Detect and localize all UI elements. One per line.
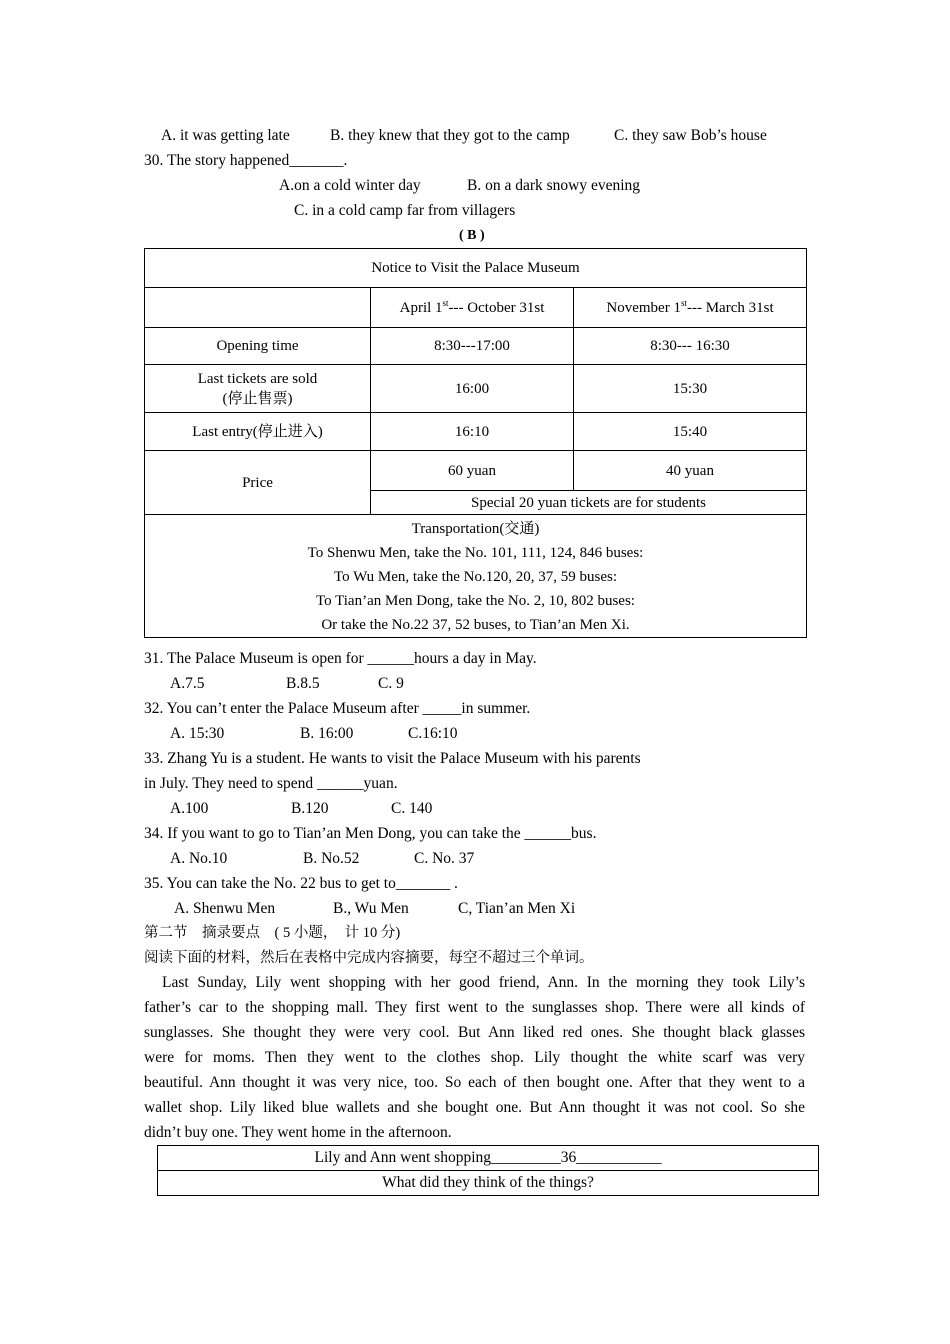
summary-row-question: What did they think of the things? bbox=[158, 1171, 819, 1196]
q32-option-a: A. 15:30 bbox=[170, 725, 225, 742]
section2-heading: 第二节 摘录要点 ( 5 小题， 计 10 分) bbox=[144, 925, 401, 941]
header-period-2: November 1st--- March 31st bbox=[574, 288, 807, 328]
notice-title: Notice to Visit the Palace Museum bbox=[145, 249, 807, 288]
q35-stem: 35. You can take the No. 22 bus to get to_______ . bbox=[144, 875, 458, 892]
q32-stem: 32. You can’t enter the Palace Museum after _____in summer. bbox=[144, 700, 531, 717]
passage-line: Last Sunday, Lily went shopping with her good friend, Ann. In the morning they took Lily’s bbox=[162, 974, 805, 991]
transportation-cell bbox=[145, 515, 807, 638]
q35-option-a: A. Shenwu Men bbox=[174, 900, 276, 917]
q32-option-c: C.16:10 bbox=[408, 725, 458, 742]
header-period-1: April 1st--- October 31st bbox=[371, 288, 574, 328]
q33-option-a: A.100 bbox=[170, 800, 209, 817]
opening-time-1: 8:30---17:00 bbox=[371, 328, 574, 365]
row-label-opening: Opening time bbox=[145, 328, 371, 365]
q34-option-a: A. No.10 bbox=[170, 850, 228, 867]
opening-time-2: 8:30--- 16:30 bbox=[574, 328, 807, 365]
q34-option-b: B. No.52 bbox=[303, 850, 360, 867]
q33-stem-continued: in July. They need to spend ______yuan. bbox=[144, 775, 398, 792]
q29-option-b: B. they knew that they got to the camp bbox=[330, 127, 570, 144]
last-entry-2: 15:40 bbox=[574, 413, 807, 451]
q35-option-b: B., Wu Men bbox=[333, 900, 409, 917]
section2-instruction: 阅读下面的材料，然后在表格中完成内容摘要，每空不超过三个单词。 bbox=[144, 950, 594, 966]
row-label-price: Price bbox=[145, 451, 371, 515]
q29-option-a: A. it was getting late bbox=[161, 127, 290, 144]
section-b-heading: ( B ) bbox=[459, 228, 485, 243]
q30-option-c: C. in a cold camp far from villagers bbox=[294, 202, 516, 219]
q30-stem: 30. The story happened_______. bbox=[144, 152, 348, 169]
price-1: 60 yuan bbox=[371, 451, 574, 491]
q29-option-c: C. they saw Bob’s house bbox=[614, 127, 767, 144]
q33-option-c: C. 140 bbox=[391, 800, 433, 817]
last-tickets-1: 16:00 bbox=[371, 365, 574, 413]
q30-option-b: B. on a dark snowy evening bbox=[467, 177, 641, 194]
q33-option-b: B.120 bbox=[291, 800, 329, 817]
row-label-last-entry: Last entry(停止进入) bbox=[145, 413, 371, 451]
q30-option-a: A.on a cold winter day bbox=[279, 177, 421, 194]
q35-option-c: C, Tian’an Men Xi bbox=[458, 900, 576, 917]
q32-option-b: B. 16:00 bbox=[300, 725, 354, 742]
q34-stem: 34. If you want to go to Tian’an Men Dong, you can take the ______bus. bbox=[144, 825, 597, 842]
transport-line: To Shenwu Men, take the No. 101, 111, 124, 846 buses: bbox=[307, 545, 644, 561]
passage-line: father’s car to the shopping mall. They first went to the sunglasses shop. There were all kinds of bbox=[144, 999, 805, 1016]
q31-stem: 31. The Palace Museum is open for ______hours a day in May. bbox=[144, 650, 537, 667]
transport-line: To Wu Men, take the No.120, 20, 37, 59 buses: bbox=[333, 569, 618, 585]
q34-option-c: C. No. 37 bbox=[414, 850, 475, 867]
row-label-last-tickets: Last tickets are sold (停止售票) bbox=[145, 365, 371, 413]
transport-line: Or take the No.22 37, 52 buses, to Tian’an Men Xi. bbox=[321, 617, 630, 633]
summary-table bbox=[157, 1145, 819, 1196]
last-tickets-2: 15:30 bbox=[574, 365, 807, 413]
header-blank-cell bbox=[145, 288, 371, 328]
price-2: 40 yuan bbox=[574, 451, 807, 491]
student-ticket-note: Special 20 yuan tickets are for students bbox=[371, 491, 807, 515]
last-entry-1: 16:10 bbox=[371, 413, 574, 451]
q31-option-a: A.7.5 bbox=[170, 675, 205, 692]
passage-line: sunglasses. She thought they were very cool. But Ann liked red ones. She thought black glasses bbox=[144, 1024, 805, 1041]
q33-stem: 33. Zhang Yu is a student. He wants to visit the Palace Museum with his parents bbox=[144, 750, 641, 767]
passage-line: didn’t buy one. They went home in the afternoon. bbox=[144, 1124, 452, 1141]
passage-line: beautiful. Ann thought it was very nice, too. So each of then bought one. After that they went to a bbox=[144, 1074, 805, 1091]
passage-line: wallet shop. Lily liked blue wallets and she bought one. But Ann thought it was not cool. So she bbox=[144, 1099, 805, 1116]
transport-line: To Tian’an Men Dong, take the No. 2, 10, 802 buses: bbox=[316, 593, 635, 609]
notice-table bbox=[144, 248, 807, 638]
transport-title: Transportation(交通) bbox=[411, 521, 540, 537]
summary-row-shopping: Lily and Ann went shopping_________36___________ bbox=[158, 1146, 819, 1171]
passage-line: were for moms. Then they went to the clothes shop. Lily thought the white scarf was very bbox=[144, 1049, 805, 1066]
q31-option-c: C. 9 bbox=[378, 675, 404, 692]
q31-option-b: B.8.5 bbox=[286, 675, 320, 692]
